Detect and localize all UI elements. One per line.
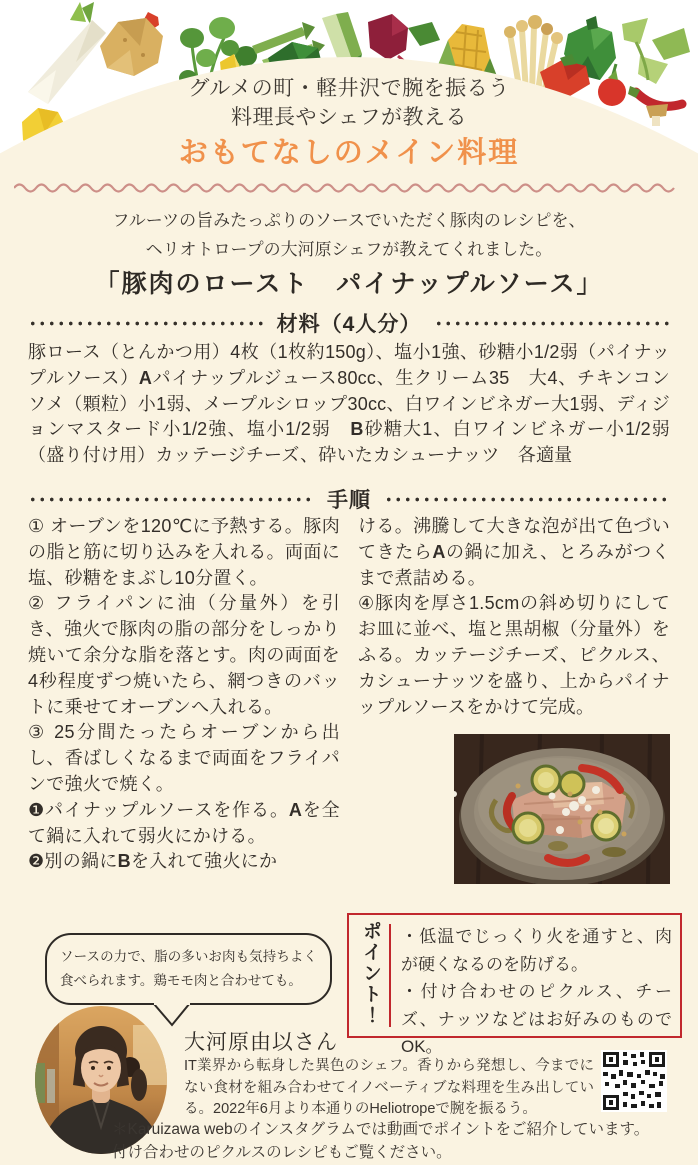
steps-header-label: 手順 bbox=[327, 489, 371, 512]
intro-text bbox=[0, 206, 698, 264]
step-paragraph: ❷別の鍋にBを入れて強火にか bbox=[28, 851, 278, 872]
dotted-leader-right bbox=[434, 321, 670, 326]
chef-name: 大河原由以さん bbox=[184, 1031, 338, 1054]
wavy-divider bbox=[14, 180, 684, 194]
qr-code bbox=[601, 1050, 667, 1112]
point-box-label: ポイント！ bbox=[360, 921, 381, 1026]
dotted-leader-left bbox=[28, 321, 264, 326]
point-item: ・付け合わせのピクルス、チーズ、ナッツなどはお好みのものでOK。 bbox=[401, 982, 672, 1056]
chef-speech-bubble: ソースの力で、脂の多いお肉も気持ちよく食べられます。鶏モモ肉と合わせても。 bbox=[45, 933, 332, 1005]
recipe-title: 「豚肉のロースト パイナップルソース」 bbox=[94, 271, 604, 298]
intro-line-2: ヘリオトロープの大河原シェフが教えてくれました。 bbox=[145, 240, 553, 259]
point-item: ・低温でじっくり火を通すと、肉が硬くなるのを防げる。 bbox=[401, 927, 672, 974]
step-paragraph: ける。沸騰して大きな泡が出て色づいてきたらAの鍋に加え、とろみがつくまで煮詰める。 bbox=[358, 516, 670, 588]
step-paragraph: ❶パイナップルソースを作る。Aを全て鍋に入れて弱火にかける。 bbox=[28, 799, 340, 846]
step-paragraph: ④豚肉を厚さ1.5cmの斜め切りにしてお皿に並べ、塩と黒胡椒（分量外）をふる。カッテージチーズ、ピクルス、カシューナッツを盛り、上からパイナップルソースをかけて完成。 bbox=[358, 593, 670, 717]
step-paragraph: ③ 25分間たったらオーブンから出し、香ばしくなるまで両面をフライパンで強火で焼く。 bbox=[28, 722, 340, 794]
step-paragraph: ② フライパンに油（分量外）を引き、強火で豚肉の脂の部分をしっかり焼いて余分な脂を落とす。肉の両面を4秒程度ずつ焼いたら、網つきのバットに乗せてオーブンへ入れる。 bbox=[28, 593, 340, 717]
steps-columns bbox=[28, 514, 670, 884]
page-title: おもてなしのメイン料理 bbox=[178, 137, 520, 169]
footer-line-2: 付け合わせのピクルスのレシピもご覧ください。 bbox=[112, 1144, 452, 1161]
steps-right-column bbox=[358, 514, 670, 884]
ingredients-section-header bbox=[28, 308, 670, 338]
ingredients-header-label: 材料（4人分） bbox=[276, 313, 422, 336]
dotted-leader-right bbox=[384, 497, 670, 502]
footer-note bbox=[112, 1118, 678, 1164]
point-box-items bbox=[391, 915, 680, 1056]
point-box bbox=[347, 913, 682, 1056]
header-line-2: 料理長やシェフが教える bbox=[230, 106, 468, 129]
header-line-1: グルメの町・軽井沢で腕を振るう bbox=[188, 77, 510, 100]
dish-photo bbox=[454, 734, 670, 884]
dotted-leader-left bbox=[28, 497, 314, 502]
steps-left-column bbox=[28, 514, 340, 884]
footer-line-1: ＊Karuizawa webのインスタグラムでは動画でポイントをご紹介しています。 bbox=[112, 1121, 650, 1138]
ingredients-text: 豚ロース（とんかつ用）4枚（1枚約150g）、塩小1強、砂糖小1/2弱（パイナップルソース）Aパイナップルジュース80cc、生クリーム35 大4、チキンコンソメ（顆粒）小1弱、メープルシロップ30cc、白ワインビネガー大1弱、ディジョンマスタード小1/2強、塩小1/2弱 B砂糖大1、白ワインビネガー小1/2弱（盛り付け用）カッテージチーズ、砕いたカシューナッツ 各適量 bbox=[28, 342, 670, 466]
chef-bio: IT業界から転身した異色のシェフ。香りから発想し、今までにない食材を組み合わせてイノベーティブな料理を生み出している。2022年6月より本通りのHeliotropeで腕を振るう。 bbox=[184, 1058, 594, 1117]
page-header bbox=[0, 74, 698, 170]
intro-line-1: フルーツの旨みたっぷりのソースでいただく豚肉のレシピを、 bbox=[112, 211, 586, 230]
step-paragraph: ① オーブンを120℃に予熱する。豚肉の脂と筋に切り込みを入れる。両面に塩、砂糖をまぶし10分置く。 bbox=[28, 516, 340, 588]
steps-section-header bbox=[28, 484, 670, 514]
